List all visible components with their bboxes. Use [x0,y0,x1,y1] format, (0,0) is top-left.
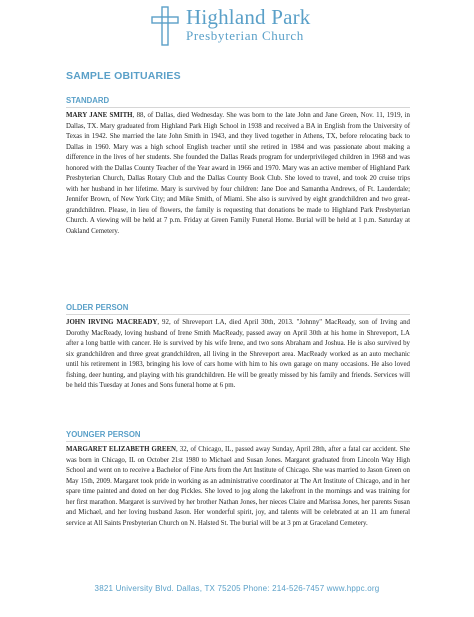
section-older-person [66,303,410,392]
obituary-text [66,445,410,529]
deceased-name: JOHN IRVING MACREADY [66,319,158,326]
logo-wordmark [186,6,311,43]
deceased-name: MARGARET ELIZABETH GREEN [66,446,177,453]
deceased-name: MARY JANE SMITH [66,112,133,119]
contact-footer: 3821 University Blvd. Dallas, TX 75205 Phone: 214-526-7457 www.hppc.org [94,584,380,593]
logo-subtitle: Presbyterian Church [186,28,304,43]
church-logo [150,6,470,48]
section-heading: YOUNGER PERSON [66,430,410,442]
obituary-body: , 92, of Shreveport LA, died April 30th, 2013. "Johnny" MacReady, son of Irving and Dorothy MacReady, loving husband of Irene Smith MacReady, passed away on April 30th at his home in Shreveport, LA after a long battle with cancer. He is survived by his wife Irene, and two sons Abraham and Joshua. He is also survived by six grandchildren and three great grandchildren, all living in the Shreveport area. MacReady worked as an auto mechanic until his retirement in 1983, bringing his love of cars home with him to his own garage on many occasions. He also loved fishing, deer hunting, and playing with his grandchildren. He will be greatly missed by his family and friends. Services will be held this Tuesday at Jones and Sons funeral home at 6 pm. [66,319,410,390]
logo-title: Highland Park [186,5,311,29]
page-title: SAMPLE OBITUARIES [66,70,181,82]
section-standard [66,96,410,238]
obituary-body: , 32, of Chicago, IL, passed away Sunday, April 28th, after a fatal car accident. She was born in Chicago, IL on October 21st 1980 to Michael and Susan Jones. Margaret graduated from Lincoln Way High School and went on to receive a Bachelor of Fine Arts from the Art Institute of Chicago. She was married to Jason Green on May 15th, 2009. Margaret took pride in working as an administrative coordinator at The Art Institute of Chicago, and in her spare time painted and doted on her dog Pickles. She loved to jog along the lakefront in the mornings and was training for her first marathon. Margaret is survived by her brother Nathan Jones, her nieces Claire and Marissa Jones, her parents Susan and Michael, and her loving husband Jason. Her wonderful spirit, joy, and talents will be celebrated at an 11 am funeral service at All Saints Presbyterian Church on N. Halsted St. The burial will be at 3 pm at Graceland Cemetery. [66,446,410,527]
section-heading: OLDER PERSON [66,303,410,315]
section-heading: STANDARD [66,96,410,108]
cross-icon [150,6,180,46]
obituary-text [66,111,410,238]
obituary-text [66,318,410,392]
obituary-body: , 88, of Dallas, died Wednesday. She was born to the late John and Jane Green, Nov. 11, 1919, in Dallas, TX. Mary graduated from Highland Park High School in 1938 and received a BA in English from the University of Texas in 1942. She married the late John Smith in 1943, and they lived together in Athens, TX, before relocating back to Dallas in 1960. Mary was a high school English teacher until she retired in 1984 and was passionate about making a difference in the lives of her students. She founded the Dallas Reads program for underprivileged children in 1968 and was honored with the Dallas County Teacher of the Year award in 1966 and 1970. Mary was an active member of Highland Park Presbyterian Church, Dallas Rotary Club and the Dallas County Book Club. She loved to travel, and took 20 cruise trips with her husband in her lifetime. Mary is survived by four children: Jane Doe and Samantha Andrews, of Ft. Lauderdale; Jennifer Brown, of New York City; and Mike Smith, of Miami. She also is survived by eight grandchildren and two great-grandchildren. Please, in lieu of flowers, the family is requesting that donations be made to Highland Park Presbyterian Church. A viewing will be held at 7 p.m. Friday at Green Family Funeral Home. Burial will be held at 1 p.m. Saturday at Oakland Cemetery. [66,112,410,236]
section-younger-person [66,430,410,529]
